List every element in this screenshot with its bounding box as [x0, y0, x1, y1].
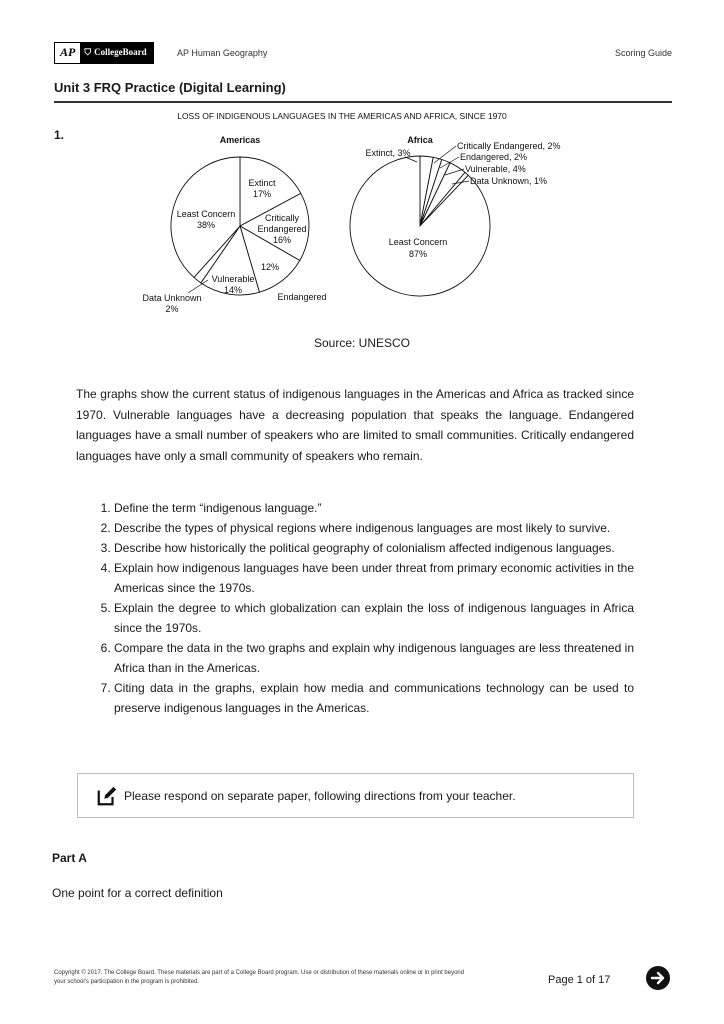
copyright-notice: Copyright © 2017. The College Board. These materials are part of a College Board program. Use or distribution of these materials online or in print beyond your school’s participation in the program is prohibited.: [54, 970, 465, 985]
chart-main-title: LOSS OF INDIGENOUS LANGUAGES IN THE AMERICAS AND AFRICA, SINCE 1970: [177, 111, 507, 121]
am-critical-label-2: Endangered: [257, 224, 307, 234]
ap-collegeboard-logo: [54, 42, 154, 64]
pie-charts: [130, 108, 580, 323]
question-item: 6. Compare the data in the two graphs and explain why indigenous languages are less threatened in Africa than in the Americas.: [114, 638, 634, 678]
title-divider: [54, 101, 672, 103]
am-vulnerable-pct: 14%: [223, 285, 243, 295]
am-vulnerable-label: Vulnerable: [211, 274, 255, 284]
intro-paragraph: The graphs show the current status of indigenous languages in the Americas and Africa as tracked since 1970. Vulnerable languages have a decreasing population that speaks the language. Endangered languages have a small number of speakers who are limited to small communities. Critically endangered languages have only a small community of speakers who remain.: [76, 387, 634, 463]
af-unknown-label: Data Unknown, 1%: [470, 176, 548, 186]
am-critical-label-1: Critically: [264, 213, 300, 223]
respond-text: Please respond on separate paper, following directions from your teacher.: [124, 788, 516, 803]
collegeboard-label: CollegeBoard: [94, 47, 147, 57]
pencil-edit-icon: [96, 785, 118, 807]
question-item: 4. Explain how indigenous languages have been under threat from primary economic activities in the Americas since the 1970s.: [114, 558, 634, 598]
am-least-pct: 38%: [196, 220, 216, 230]
question-number: 1.: [54, 128, 65, 142]
af-endangered-label: Endangered, 2%: [460, 152, 528, 162]
am-least-label: Least Concern: [176, 209, 236, 219]
am-endangered-label: Endangered: [277, 292, 327, 302]
af-critical-label: Critically Endangered, 2%: [457, 141, 561, 151]
shield-icon: ⛉: [84, 47, 92, 57]
page-title: Unit 3 FRQ Practice (Digital Learning): [54, 80, 286, 95]
am-extinct-pct: 17%: [252, 189, 272, 199]
pie-slice-least-concern: [350, 156, 490, 296]
am-unknown-pct: 2%: [165, 304, 179, 314]
guide-label: Scoring Guide: [614, 48, 672, 58]
am-critical-pct: 16%: [272, 235, 292, 245]
next-page-button[interactable]: [646, 966, 670, 990]
af-vulnerable-label: Vulnerable, 4%: [465, 164, 526, 174]
course-name: AP Human Geography: [177, 48, 268, 58]
af-least-label: Least Concern: [388, 237, 448, 247]
collegeboard-logo-text: [80, 43, 152, 63]
page-number: Page 1 of 17: [548, 974, 611, 986]
question-list: [76, 498, 634, 718]
am-extinct-label: Extinct: [248, 178, 276, 188]
af-extinct-label: Extinct, 3%: [365, 148, 411, 158]
am-unknown-label: Data Unknown: [142, 293, 202, 303]
africa-pie: [350, 156, 490, 296]
question-item: 1. Define the term “indigenous language.”: [114, 498, 634, 518]
chart-source: Source: UNESCO: [313, 336, 411, 350]
question-item: 2. Describe the types of physical regions where indigenous languages are most likely to survive.: [114, 518, 634, 538]
part-a-criterion: One point for a correct definition: [52, 886, 223, 900]
americas-title: Americas: [219, 135, 261, 145]
am-unknown-leader: [188, 280, 208, 293]
am-endangered-pct: 12%: [260, 262, 280, 272]
part-a-heading: Part A: [52, 851, 87, 865]
respond-box: [77, 773, 634, 818]
arrow-right-icon: [646, 966, 670, 990]
ap-logo-text: AP: [55, 43, 80, 63]
af-least-pct: 87%: [408, 249, 428, 259]
question-item: 5. Explain the degree to which globalization can explain the loss of indigenous languages in Africa since the 1970s.: [114, 598, 634, 638]
question-item: 7. Citing data in the graphs, explain how media and communications technology can be used to preserve indigenous languages in the Americas.: [114, 678, 634, 718]
question-item: 3. Describe how historically the political geography of colonialism affected indigenous languages.: [114, 538, 634, 558]
africa-title: Africa: [407, 135, 433, 145]
